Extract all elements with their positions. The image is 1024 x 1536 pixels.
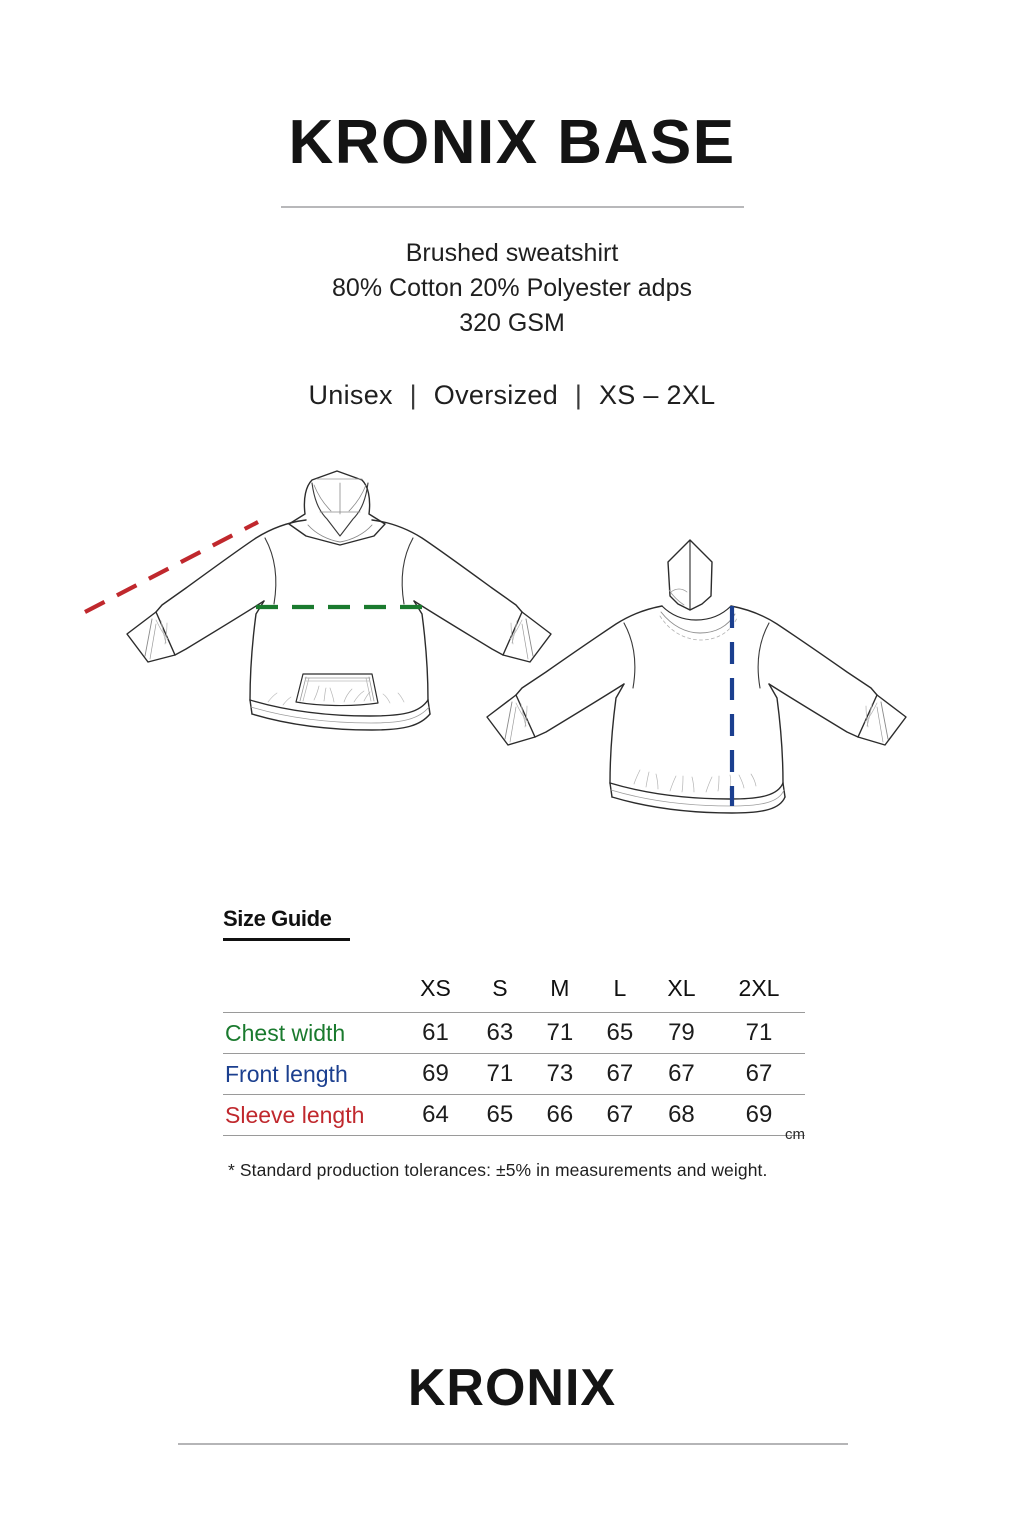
table-row — [223, 1054, 805, 1095]
row-label-front-length: Front length — [223, 1054, 401, 1095]
hoodie-front-technical-drawing — [127, 471, 551, 730]
column-header-s: S — [470, 968, 530, 1013]
description-line-fabric: Brushed sweatshirt — [405, 239, 619, 267]
cell-chest-width-m: 71 — [530, 1013, 590, 1054]
size-guide-table — [223, 968, 805, 1136]
cell-front-length-l: 67 — [590, 1054, 650, 1095]
column-header-measurement — [223, 968, 401, 1013]
cell-sleeve-length-m: 66 — [530, 1095, 590, 1136]
table-header-row — [223, 968, 805, 1013]
cell-chest-width-s: 63 — [470, 1013, 530, 1054]
cell-sleeve-length-xs: 64 — [401, 1095, 470, 1136]
cell-chest-width-xs: 61 — [401, 1013, 470, 1054]
cell-front-length-m: 73 — [530, 1054, 590, 1095]
product-description — [0, 236, 1024, 341]
column-header-xl: XL — [650, 968, 713, 1013]
technical-drawings-svg — [0, 462, 1024, 852]
title-divider — [281, 206, 744, 208]
brand-logo: KRONIX — [407, 1359, 617, 1417]
column-header-2xl: 2XL — [713, 968, 805, 1013]
product-attributes — [0, 380, 1024, 411]
cell-sleeve-length-l: 67 — [590, 1095, 650, 1136]
size-guide-heading: Size Guide — [223, 906, 332, 931]
attribute-cut: Oversized — [433, 380, 559, 410]
cell-front-length-s: 71 — [470, 1054, 530, 1095]
cell-chest-width-xl: 79 — [650, 1013, 713, 1054]
attribute-separator-2: | — [574, 380, 583, 410]
hoodie-back-technical-drawing — [487, 540, 906, 813]
unit-label: cm — [785, 1126, 805, 1143]
size-guide-underline — [223, 938, 350, 941]
cell-chest-width-2xl: 71 — [713, 1013, 805, 1054]
attribute-fit-gender: Unisex — [308, 380, 393, 410]
row-label-sleeve-length: Sleeve length — [223, 1095, 401, 1136]
row-label-chest-width: Chest width — [223, 1013, 401, 1054]
column-header-l: L — [590, 968, 650, 1013]
cell-chest-width-l: 65 — [590, 1013, 650, 1054]
attribute-separator-1: | — [409, 380, 417, 410]
cell-sleeve-length-2xl: 69 — [713, 1095, 805, 1136]
column-header-xs: XS — [401, 968, 470, 1013]
footer-divider — [178, 1443, 848, 1445]
attribute-size-range: XS – 2XL — [599, 380, 716, 410]
cell-front-length-xs: 69 — [401, 1054, 470, 1095]
cell-sleeve-length-s: 65 — [470, 1095, 530, 1136]
column-header-m: M — [530, 968, 590, 1013]
cell-front-length-xl: 67 — [650, 1054, 713, 1095]
technical-drawings — [0, 462, 1024, 852]
description-line-composition: 80% Cotton 20% Polyester adps — [332, 274, 692, 302]
description-line-weight: 320 GSM — [459, 309, 565, 337]
cell-front-length-2xl: 67 — [713, 1054, 805, 1095]
tolerance-note: * Standard production tolerances: ±5% in measurements and weight. — [228, 1160, 768, 1180]
page-title: KRONIX BASE — [288, 108, 736, 177]
cell-sleeve-length-xl: 68 — [650, 1095, 713, 1136]
table-row — [223, 1013, 805, 1054]
